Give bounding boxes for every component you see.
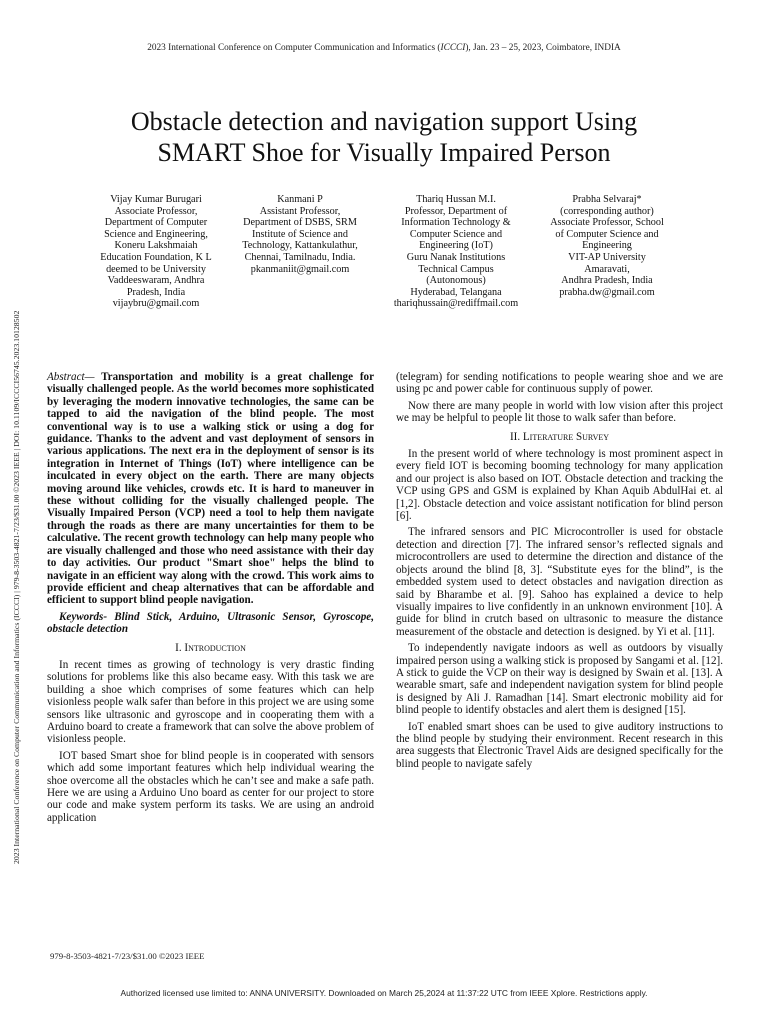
author-email: pkanmaniit@gmail.com bbox=[250, 263, 350, 275]
author-line: Engineering bbox=[582, 240, 632, 252]
abstract bbox=[47, 371, 374, 607]
author-line: of Computer Science and bbox=[555, 228, 659, 240]
section-heading-introduction: I. Introduction bbox=[175, 641, 246, 654]
author-block-3 bbox=[380, 194, 532, 310]
title-line-2: SMART Shoe for Visually Impaired Person bbox=[157, 138, 611, 167]
paragraph: To independently navigate indoors as well as outdoors by visually impaired person using a walking stick is proposed by Sangami et al. [12]. A stick to guide the VCP on their way is designed by Swain et al. [13]. A wearable smart, safe and independent navigation system for blind people is designed by Ali J. Ramadhan [14]. Smart electronic mobility aid for blind people to identify obstacles and alert them is designed [15]. bbox=[396, 642, 723, 717]
author-line: (corresponding author) bbox=[560, 205, 654, 217]
author-line: Guru Nanak Institutions bbox=[406, 251, 506, 263]
author-line: Information Technology & bbox=[401, 217, 511, 229]
paragraph: (telegram) for sending notifications to people wearing shoe and we are using pc and power cable for continuous supply of power. bbox=[396, 371, 723, 396]
author-line: Department of Computer bbox=[104, 217, 208, 229]
paragraph: Now there are many people in world with low vision after this project we may be helpful to people lit those to walk safer than before. bbox=[396, 399, 723, 425]
right-column bbox=[396, 371, 723, 774]
author-block-4 bbox=[538, 194, 676, 298]
author-line: Associate Professor, bbox=[114, 205, 198, 217]
author-email: vijaybru@gmail.com bbox=[112, 298, 200, 310]
section-heading-literature-survey: II. Literature Survey bbox=[509, 430, 610, 443]
author-line: Professor, Department of bbox=[404, 205, 508, 217]
author-line: Science and Engineering, bbox=[104, 228, 208, 240]
paragraph: In recent times as growing of technology is very drastic finding solutions for problems like this also became easy. With this task we are building a shoe which comprises of some features which can help visionless people walk safer than before in this project we are using some sensors like ultrasonic and gyroscope and in cooperating them with a Arduino board to create a framework that can solve the above problem of visionless people. bbox=[47, 658, 374, 746]
author-line: deemed to be University bbox=[106, 263, 206, 275]
author-line: Associate Professor, School bbox=[550, 217, 664, 229]
author-email: thariqhussain@rediffmail.com bbox=[393, 298, 519, 310]
side-citation-note: 2023 International Conference on Computer Communication and Informatics (ICCCI) | 979-8-3503-4821-7/23/$31.00 ©2023 IEEE | DOI: 10.1109/ICCCI56745.2023.10128502 bbox=[12, 310, 21, 864]
author-line: (Autonomous) bbox=[426, 275, 486, 287]
author-email: prabha.dw@gmail.com bbox=[559, 286, 655, 298]
abstract-label: Abstract— bbox=[47, 371, 95, 383]
author-line: Technology, Kattankulathur, bbox=[242, 240, 358, 252]
paragraph: In the present world of where technology is most prominent aspect in every field IOT is becoming booming technology for many application and our project is also based on IOT. Obstacle detection and tracking the VCP using GPS and GSM is explained by Khan Aquib AbdulHai et. al [1,2]. Obstacle detection and voice assistant notification for blind person [6]. bbox=[396, 448, 723, 523]
conference-header-pre: 2023 International Conference on Computer Communication and Informatics ( bbox=[147, 43, 441, 53]
author-name: Kanmani P bbox=[277, 194, 323, 205]
title-line-1: Obstacle detection and navigation support Using bbox=[130, 107, 638, 136]
author-line: Assistant Professor, bbox=[259, 205, 341, 217]
paper-title bbox=[60, 106, 708, 168]
conference-abbr: ICCCI bbox=[440, 43, 466, 53]
author-line: Pradesh, India bbox=[126, 286, 186, 298]
paragraph: IoT enabled smart shoes can be used to give auditory instructions to the blind people by studying their environment. Recent research in this area suggests that Electronic Travel Aids are designed specifically for the blind people to navigate safely bbox=[396, 720, 723, 770]
author-name: Vijay Kumar Burugari bbox=[110, 194, 202, 205]
author-block-2 bbox=[232, 194, 368, 275]
abstract-text: Transportation and mobility is a great challenge for visually challenged people. As the world becomes more sophisticated by leveraging the modern innovative technologies, the same can be tapped to aid the navigation of the blind people. The most conventional way is to use a walking stick or using a dog for guidance. Thanks to the advent and vast deployment of sensors in various applications. The next era in the deployment of sensor is its integration in Internet of Things (IoT) where intelligence can be inculcated in every object on the earth. There are many objects moving around like vehicles, crowds etc. It is hard to maneuver in these without colliding for the visually challenged people. The Visually Impaired Person (VCP) need a tool to help them navigate through the roads as there are many uncertainties for them to be calculative. The recent growth technology can help many people who are visually challenged and those who need assistance with their day to day activities. Our product "Smart shoe" helps the blind to navigate in an efficient way along with the crowd. This work aims to provide efficient and cheap alternatives that can be affordable and efficient to support blind people navigation. bbox=[47, 371, 374, 607]
left-column bbox=[47, 371, 374, 828]
author-line: Koneru Lakshmaiah bbox=[114, 240, 198, 252]
author-line: Technical Campus bbox=[418, 263, 494, 275]
keywords: Keywords- Blind Stick, Arduino, Ultrasonic Sensor, Gyroscope, obstacle detection bbox=[47, 610, 374, 636]
author-line: Andhra Pradesh, India bbox=[561, 275, 653, 287]
author-name: Thariq Hussan M.I. bbox=[416, 194, 496, 205]
license-footer: Authorized licensed use limited to: ANNA UNIVERSITY. Downloaded on March 25,2024 at 11:37:22 UTC from IEEE Xplore. Restrictions apply. bbox=[120, 988, 648, 998]
author-line: Amaravati, bbox=[584, 263, 630, 275]
conference-header-post: ), Jan. 23 – 25, 2023, Coimbatore, INDIA bbox=[465, 43, 621, 53]
author-line: Engineering (IoT) bbox=[419, 240, 493, 252]
author-line: Department of DSBS, SRM bbox=[243, 217, 357, 229]
author-line: Education Foundation, K L bbox=[100, 251, 212, 263]
author-line: Institute of Science and bbox=[252, 228, 348, 240]
author-line: Computer Science and bbox=[409, 228, 503, 240]
author-line: Chennai, Tamilnadu, India. bbox=[244, 251, 356, 263]
copyright-notice: 979-8-3503-4821-7/23/$31.00 ©2023 IEEE bbox=[50, 951, 205, 961]
paragraph: IOT based Smart shoe for blind people is in cooperated with sensors which add some important features which help individual wearing the shoe overcome all the obstacles which he can’t see and make a safe path. Here we are using a Arduino Uno board as center for our project to store our code and make system perform its tasks. We are using an android application bbox=[47, 749, 374, 824]
author-name: Prabha Selvaraj* bbox=[572, 194, 642, 205]
author-line: Hyderabad, Telangana bbox=[410, 286, 502, 298]
conference-header bbox=[0, 43, 768, 53]
author-block-1 bbox=[90, 194, 222, 310]
author-line: Vaddeeswaram, Andhra bbox=[107, 275, 205, 287]
author-line: VIT-AP University bbox=[568, 251, 646, 263]
paragraph: The infrared sensors and PIC Microcontroller is used for obstacle detection and direction [7]. The infrared sensor’s reflected signals and microcontrollers are used to determine the direction and distance of the objects around the blind [8, 3]. “Substitute eyes for the blind”, is the embedded system used to detect obstacles and navigation direction as said by Bharambe et al. [9]. Sahoo has explained a device to help visually impaires to live confidently in an unknown environment [10]. A guide for blind in crutch based on ultrasonic to measure the distance measurement of the obstacle and detection is designed. by Yi et al. [11]. bbox=[396, 526, 723, 638]
